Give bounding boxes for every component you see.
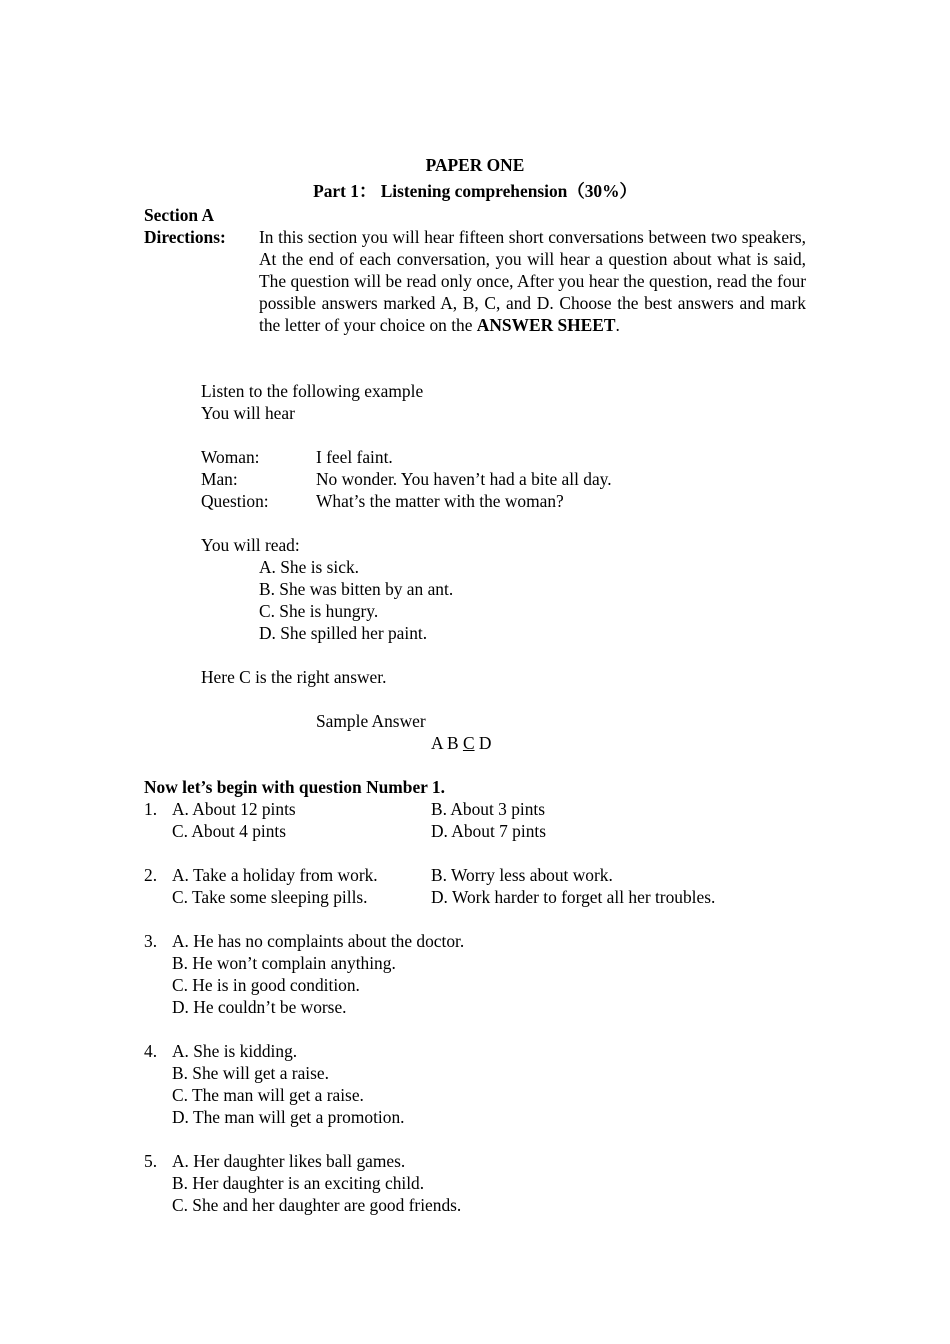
sample-answer-label: Sample Answer xyxy=(316,711,426,731)
question-number: 3. xyxy=(144,931,158,951)
directions-label: Directions: xyxy=(144,227,226,247)
question-option: C. Take some sleeping pills. xyxy=(172,887,368,907)
sample-answer-letters xyxy=(431,732,491,754)
question-option: B. Her daughter is an exciting child. xyxy=(172,1173,425,1193)
question-option: B. Worry less about work. xyxy=(431,865,613,885)
sample-letter-d: D xyxy=(478,733,492,753)
section-heading: Section A xyxy=(144,205,215,225)
you-will-read: You will read: xyxy=(201,535,300,555)
question-option: C. He is in good condition. xyxy=(172,975,360,995)
part-title: Part 1： Listening comprehension（30%） xyxy=(313,181,637,201)
dialogue-speaker: Man: xyxy=(201,469,238,489)
question-number: 4. xyxy=(144,1041,158,1061)
question-number: 2. xyxy=(144,865,158,885)
example-option: B. She was bitten by an ant. xyxy=(259,579,454,599)
begin-note: Now let’s begin with question Number 1. xyxy=(144,777,445,797)
answer-sheet-term: ANSWER SHEET xyxy=(476,315,616,335)
directions-period: . xyxy=(615,315,620,335)
question-option: B. About 3 pints xyxy=(431,799,546,819)
question-option: A. About 12 pints xyxy=(172,799,296,819)
dialogue-line: What’s the matter with the woman? xyxy=(316,491,564,511)
paper-title: PAPER ONE xyxy=(425,155,525,175)
example-option: D. She spilled her paint. xyxy=(259,623,428,643)
example-you-will-hear: You will hear xyxy=(201,403,295,423)
question-option: C. About 4 pints xyxy=(172,821,287,841)
question-option: C. The man will get a raise. xyxy=(172,1085,364,1105)
question-option: B. He won’t complain anything. xyxy=(172,953,396,973)
question-option: A. Take a holiday from work. xyxy=(172,865,378,885)
example-intro: Listen to the following example xyxy=(201,381,424,401)
sample-letter-b: B xyxy=(446,733,459,753)
example-option: C. She is hungry. xyxy=(259,601,379,621)
sample-letter-c-selected: C xyxy=(462,733,475,753)
question-option: D. About 7 pints xyxy=(431,821,546,841)
question-number: 5. xyxy=(144,1151,158,1171)
sample-letter-a: A xyxy=(431,733,443,753)
dialogue-line: No wonder. You haven’t had a bite all day. xyxy=(316,469,612,489)
directions-text xyxy=(259,226,806,336)
example-option: A. She is sick. xyxy=(259,557,359,577)
question-option: D. The man will get a promotion. xyxy=(172,1107,405,1127)
dialogue-line: I feel faint. xyxy=(316,447,393,467)
directions-body: In this section you will hear fifteen short conversations between two speakers, At the end of each conversation, you will hear a question about what is said, The question will be read only once, After you hear the question, read the four possible answers marked A, B, C, and D. Choose the best answers and mark the letter of your choice on the xyxy=(259,227,806,335)
question-option: D. Work harder to forget all her troubles. xyxy=(431,887,716,907)
question-option: A. He has no complaints about the doctor. xyxy=(172,931,465,951)
question-option: B. She will get a raise. xyxy=(172,1063,329,1083)
question-option: A. She is kidding. xyxy=(172,1041,298,1061)
dialogue-speaker: Woman: xyxy=(201,447,260,467)
question-option: A. Her daughter likes ball games. xyxy=(172,1151,406,1171)
dialogue-speaker: Question: xyxy=(201,491,269,511)
question-option: D. He couldn’t be worse. xyxy=(172,997,347,1017)
question-number: 1. xyxy=(144,799,158,819)
right-answer-note: Here C is the right answer. xyxy=(201,667,387,687)
question-option: C. She and her daughter are good friends. xyxy=(172,1195,462,1215)
